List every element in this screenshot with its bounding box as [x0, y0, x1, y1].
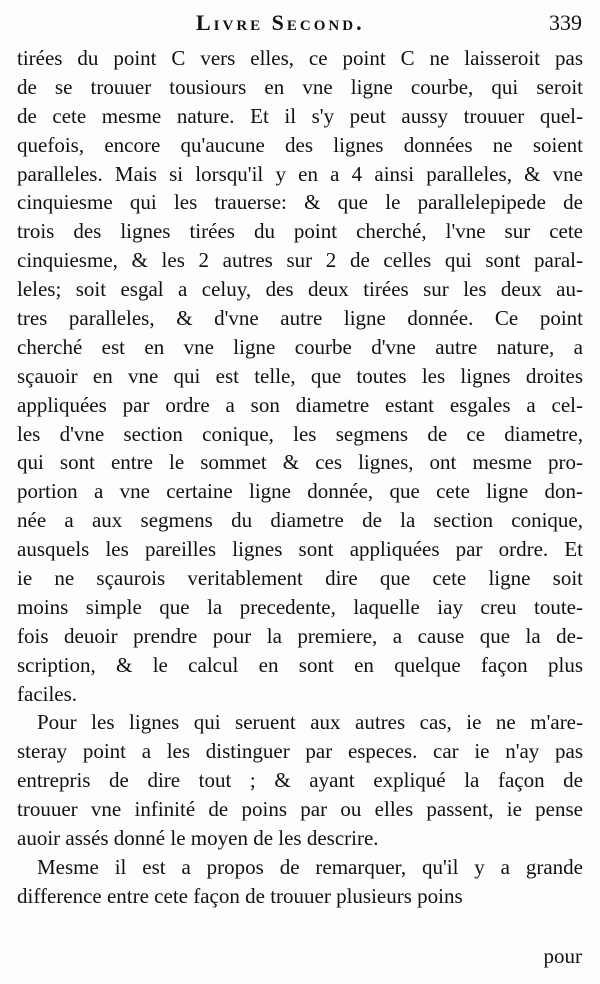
text-line: tres paralleles, & d'vne autre ligne donnée. Ce point	[17, 306, 583, 331]
text-line: quefois, encore qu'aucune des lignes données ne soient	[17, 132, 583, 157]
running-title: Livre Second.	[196, 10, 365, 35]
text-line: scription, & le calcul en sont en quelque façon plus	[17, 652, 583, 677]
text-line: de cete mesme nature. Et il s'y peut aussy trouuer quel-	[17, 103, 583, 128]
text-line: les d'vne section conique, les segmens de ce diametre,	[17, 421, 583, 446]
paragraph	[17, 853, 583, 911]
text-line: sçauoir en vne qui est telle, que toutes les lignes droites	[17, 363, 583, 388]
text-line: qui sont entre le sommet & ces lignes, ont mesme pro-	[17, 450, 583, 475]
text-line: trouuer vne infinité de poins par ou elles passent, ie pense	[17, 797, 583, 822]
text-line: cinquiesme, & les 2 autres sur 2 de celles qui sont paral-	[17, 248, 583, 273]
text-line: cherché est en vne ligne courbe d'vne autre nature, a	[17, 334, 583, 359]
text-line: portion a vne certaine ligne donnée, que cete ligne don-	[17, 479, 583, 504]
text-line: leles; soit esgal a celuy, des deux tirées sur les deux au-	[17, 277, 583, 302]
text-line: ie ne sçaurois veritablement dire que cete ligne soit	[17, 566, 583, 591]
text-line: moins simple que la precedente, laquelle iay creu toute-	[17, 594, 583, 619]
text-line: Pour les lignes qui seruent aux autres cas, ie ne m'are-	[37, 710, 583, 735]
catchword: pour	[543, 944, 582, 968]
text-line: faciles.	[17, 681, 78, 706]
text-line: Mesme il est a propos de remarquer, qu'il y a grande	[37, 854, 583, 879]
text-line: entrepris de dire tout ; & ayant expliqué la façon de	[17, 768, 583, 793]
text-line: trois des lignes tirées du point cherché, l'vne sur cete	[17, 219, 583, 244]
body-text	[17, 44, 583, 911]
text-line: de se trouuer tousiours en vne ligne courbe, qui seroit	[17, 74, 583, 99]
text-line: ausquels les pareilles lignes sont appliquées par ordre. Et	[17, 537, 583, 562]
text-line: fois deuoir prendre pour la premiere, a cause que la de-	[17, 623, 583, 648]
text-line: paralleles. Mais si lorsqu'il y en a 4 ainsi paralleles, & vne	[17, 161, 583, 186]
text-line: née a aux segmens du diametre de la section conique,	[17, 508, 583, 533]
text-line: steray point a les distinguer par especes. car ie n'ay pas	[17, 739, 583, 764]
text-line: cinquiesme qui les trauerse: & que le parallelepipede de	[17, 190, 583, 215]
text-line: tirées du point C vers elles, ce point C ne laisseroit pas	[17, 46, 583, 70]
text-line: difference entre cete façon de trouuer plusieurs poins	[17, 883, 463, 908]
page-number: 339	[549, 10, 582, 35]
text-line: auoir assés donné le moyen de les descrire.	[17, 826, 379, 851]
text-line: appliquées par ordre a son diametre estant esgales a cel-	[17, 392, 583, 417]
paragraph	[17, 44, 583, 708]
paragraph	[17, 708, 583, 852]
page-header	[0, 4, 600, 44]
